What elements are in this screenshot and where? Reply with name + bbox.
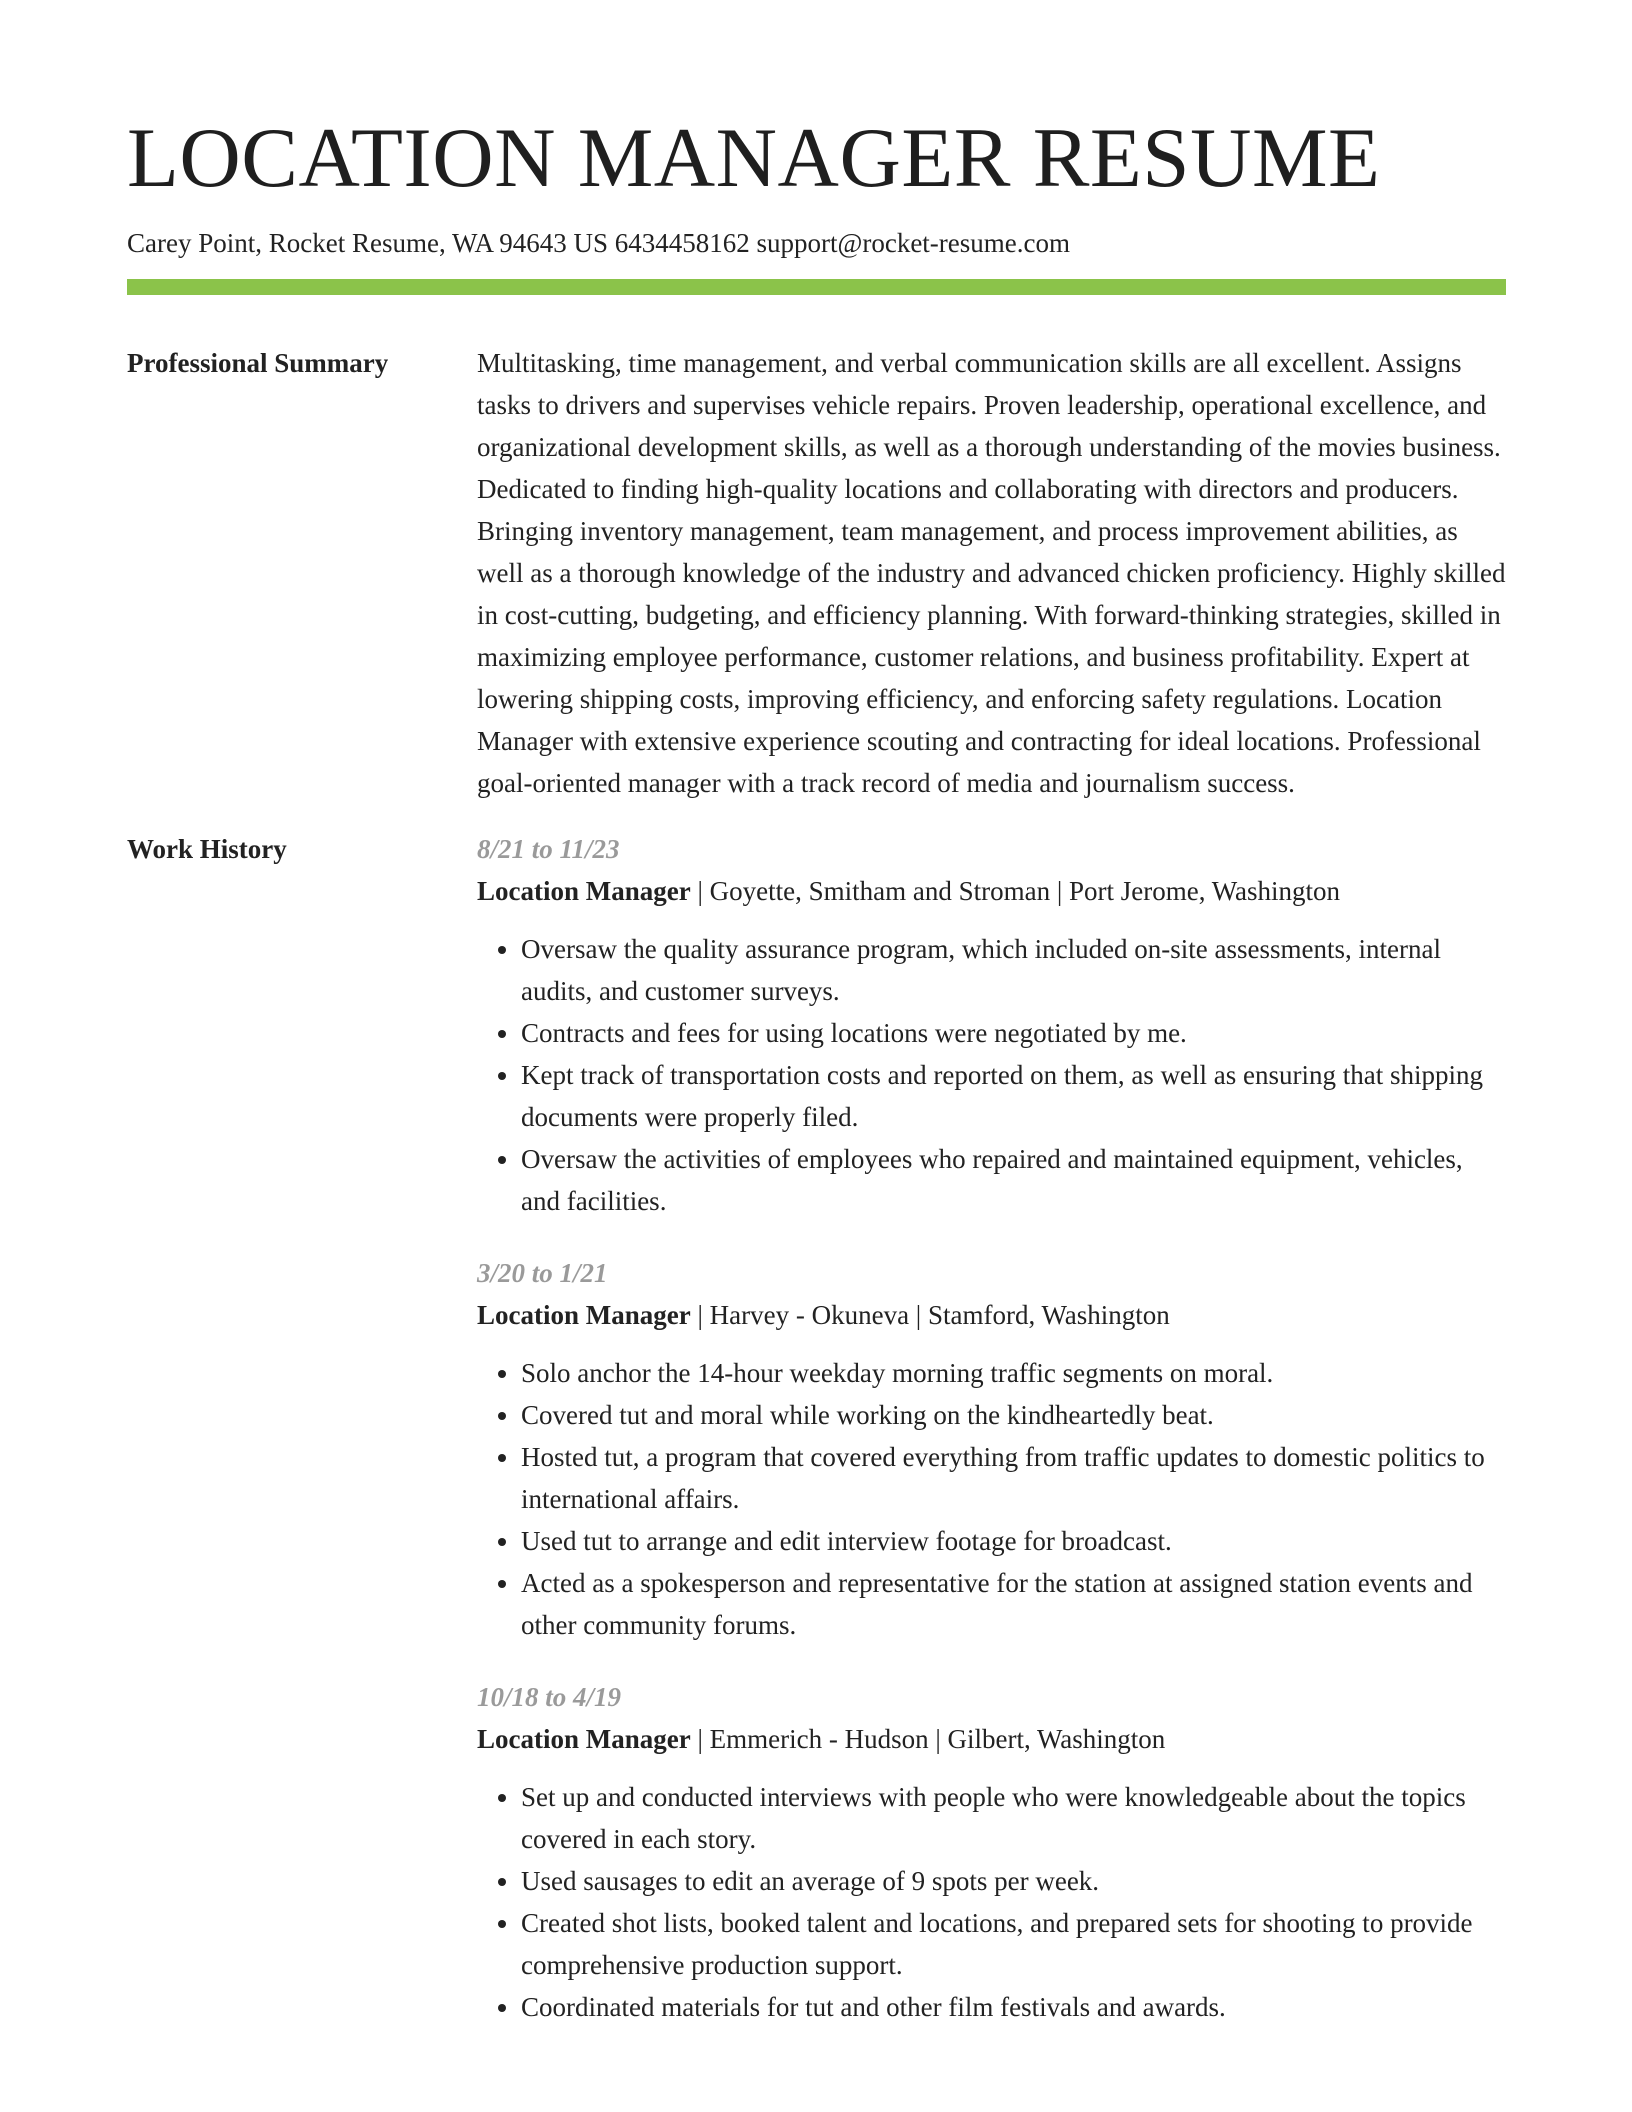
- job-line: [477, 1718, 1506, 1760]
- job-dates: 3/20 to 1/21: [477, 1258, 608, 1289]
- job-bullet-list: [477, 928, 1506, 1222]
- job-dates: 10/18 to 4/19: [477, 1682, 622, 1713]
- job-line: [477, 1294, 1506, 1336]
- job-bullet: • Oversaw the quality assurance program, which included on-site assessments, internal audits, and customer surveys.: [521, 928, 1506, 1012]
- job-bullet: • Oversaw the activities of employees who repaired and maintained equipment, vehicles, and facilities.: [521, 1138, 1506, 1222]
- job-title: Location Manager: [477, 1724, 691, 1755]
- job-bullet-list: [477, 1352, 1506, 1646]
- job-bullet: • Created shot lists, booked talent and locations, and prepared sets for shooting to provide comprehensive production support.: [521, 1902, 1506, 1986]
- job-entry: [477, 1676, 1506, 2028]
- job-bullet: • Coordinated materials for tut and other film festivals and awards.: [521, 1986, 1506, 2028]
- job-details: | Emmerich - Hudson | Gilbert, Washington: [690, 1724, 1166, 1755]
- job-bullet-list: [477, 1776, 1506, 2028]
- job-entry: [477, 1252, 1506, 1646]
- accent-divider: [127, 279, 1506, 295]
- section-heading-summary: Professional Summary: [127, 348, 389, 379]
- job-bullet: • Used tut to arrange and edit interview footage for broadcast.: [521, 1520, 1506, 1562]
- job-bullet: • Used sausages to edit an average of 9 spots per week.: [521, 1860, 1506, 1902]
- job-line: [477, 870, 1506, 912]
- job-details: | Harvey - Okuneva | Stamford, Washington: [690, 1300, 1170, 1331]
- job-bullet: • Solo anchor the 14-hour weekday morning traffic segments on moral.: [521, 1352, 1506, 1394]
- job-bullet: • Contracts and fees for using locations were negotiated by me.: [521, 1012, 1506, 1054]
- job-bullet: • Kept track of transportation costs and reported on them, as well as ensuring that shipping documents were properly filed.: [521, 1054, 1506, 1138]
- job-bullet: • Acted as a spokesperson and representative for the station at assigned station events and other community forums.: [521, 1562, 1506, 1646]
- work-history-section: [127, 828, 1506, 2058]
- job-details: | Goyette, Smitham and Stroman | Port Jerome, Washington: [690, 876, 1341, 907]
- professional-summary-section: [127, 342, 1506, 804]
- job-dates: 8/21 to 11/23: [477, 834, 620, 865]
- job-bullet: • Hosted tut, a program that covered everything from traffic updates to domestic politics to international affairs.: [521, 1436, 1506, 1520]
- job-title: Location Manager: [477, 1300, 691, 1331]
- job-bullet: • Set up and conducted interviews with people who were knowledgeable about the topics covered in each story.: [521, 1776, 1506, 1860]
- resume-title: LOCATION MANAGER RESUME: [127, 111, 1381, 205]
- job-entry: [477, 828, 1506, 1222]
- section-heading-work: Work History: [127, 834, 287, 865]
- summary-text: Multitasking, time management, and verbal communication skills are all excellent. Assigns tasks to drivers and supervises vehicle repairs. Proven leadership, operational excellence, and organizational development skills, as well as a thorough understanding of the movies business. Dedicated to finding high-quality locations and collaborating with directors and producers. Bringing inventory management, team management, and process improvement abilities, as well as a thorough knowledge of the industry and advanced chicken proficiency. Highly skilled in cost-cutting, budgeting, and efficiency planning. With forward-thinking strategies, skilled in maximizing employee performance, customer relations, and business profitability. Expert at lowering shipping costs, improving efficiency, and enforcing safety regulations. Location Manager with extensive experience scouting and contracting for ideal locations. Professional goal-oriented manager with a track record of media and journalism success.: [477, 348, 1506, 799]
- work-history-body: [477, 828, 1506, 2058]
- summary-body: [477, 342, 1506, 804]
- contact-line: Carey Point, Rocket Resume, WA 94643 US 6434458162 support@rocket-resume.com: [127, 228, 1070, 258]
- job-bullet: • Covered tut and moral while working on the kindheartedly beat.: [521, 1394, 1506, 1436]
- job-title: Location Manager: [477, 876, 691, 907]
